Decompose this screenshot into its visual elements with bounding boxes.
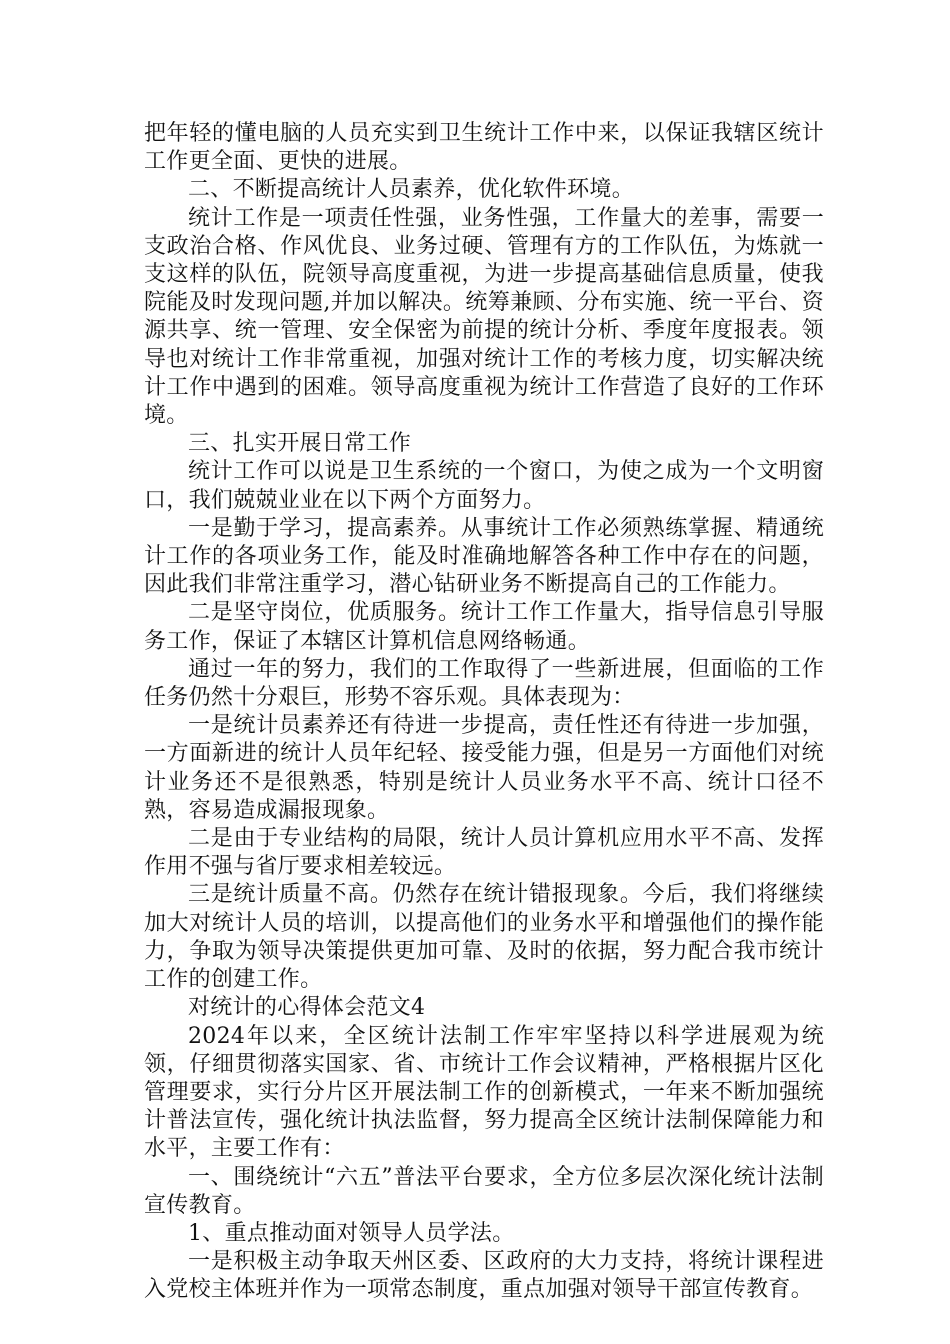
paragraph: 二是坚守岗位，优质服务。统计工作工作量大，指导信息引导服务工作，保证了本辖区计算机信息网络畅通。 <box>144 600 824 654</box>
article-title: 对统计的心得体会范文4 <box>188 995 426 1021</box>
section-heading: 一、围绕统计“六五”普法平台要求，全方位多层次深化统计法制宣传教育。 <box>144 1164 824 1218</box>
paragraph: 2024年以来，全区统计法制工作牢牢坚持以科学进展观为统领，仔细贯彻落实国家、省、市统计工作会议精神，严格根据片区化管理要求，实行分片区开展法制工作的创新模式，一年来不断加强统计普法宣传，强化统计执法监督，努力提高全区统计法制保障能力和水平，主要工作有： <box>144 1023 824 1162</box>
paragraph: 二是由于专业结构的局限，统计人员计算机应用水平不高、发挥作用不强与省厅要求相差较远。 <box>144 826 824 880</box>
section-heading: 三、扎实开展日常工作 <box>188 431 412 457</box>
document-body <box>144 120 824 1305</box>
paragraph: 统计工作是一项责任性强，业务性强，工作量大的差事，需要一支政治合格、作风优良、业务过硬、管理有方的工作队伍，为炼就一支这样的队伍，院领导高度重视，为进一步提高基础信息质量，使我院能及时发现问题,并加以解决。统筹兼顾、分布实施、统一平台、资源共享、统一管理、安全保密为前提的统计分析、季度年度报表。领导也对统计工作非常重视，加强对统计工作的考核力度，切实解决统计工作中遇到的困难。领导高度重视为统计工作营造了良好的工作环境。 <box>144 205 824 429</box>
paragraph: 通过一年的努力，我们的工作取得了一些新进展，但面临的工作任务仍然十分艰巨，形势不容乐观。具体表现为： <box>144 656 824 711</box>
paragraph: 三是统计质量不高。仍然存在统计错报现象。今后，我们将继续加大对统计人员的培训，以提高他们的业务水平和增强他们的操作能力，争取为领导决策提供更加可靠、及时的依据，努力配合我市统计工作的创建工作。 <box>144 882 824 993</box>
subsection-heading: 1、重点推动面对领导人员学法。 <box>188 1220 515 1246</box>
paragraph: 把年轻的懂电脑的人员充实到卫生统计工作中来，以保证我辖区统计工作更全面、更快的进展。 <box>144 121 824 175</box>
paragraph: 一是积极主动争取天州区委、区政府的大力支持，将统计课程进入党校主体班并作为一项常态制度，重点加强对领导干部宣传教育。 <box>144 1249 824 1303</box>
paragraph: 统计工作可以说是卫生系统的一个窗口，为使之成为一个文明窗口，我们兢兢业业在以下两个方面努力。 <box>144 459 824 513</box>
section-heading: 二、不断提高统计人员素养，优化软件环境。 <box>188 177 635 203</box>
paragraph: 一是统计员素养还有待进一步提高，责任性还有待进一步加强，一方面新进的统计人员年纪轻、接受能力强，但是另一方面他们对统计业务还不是很熟悉，特别是统计人员业务水平不高、统计口径不熟，容易造成漏报现象。 <box>144 713 824 823</box>
paragraph: 一是勤于学习，提高素养。从事统计工作必须熟练掌握、精通统计工作的各项业务工作，能及时准确地解答各种工作中存在的问题，因此我们非常注重学习，潜心钻研业务不断提高自己的工作能力。 <box>144 515 824 598</box>
